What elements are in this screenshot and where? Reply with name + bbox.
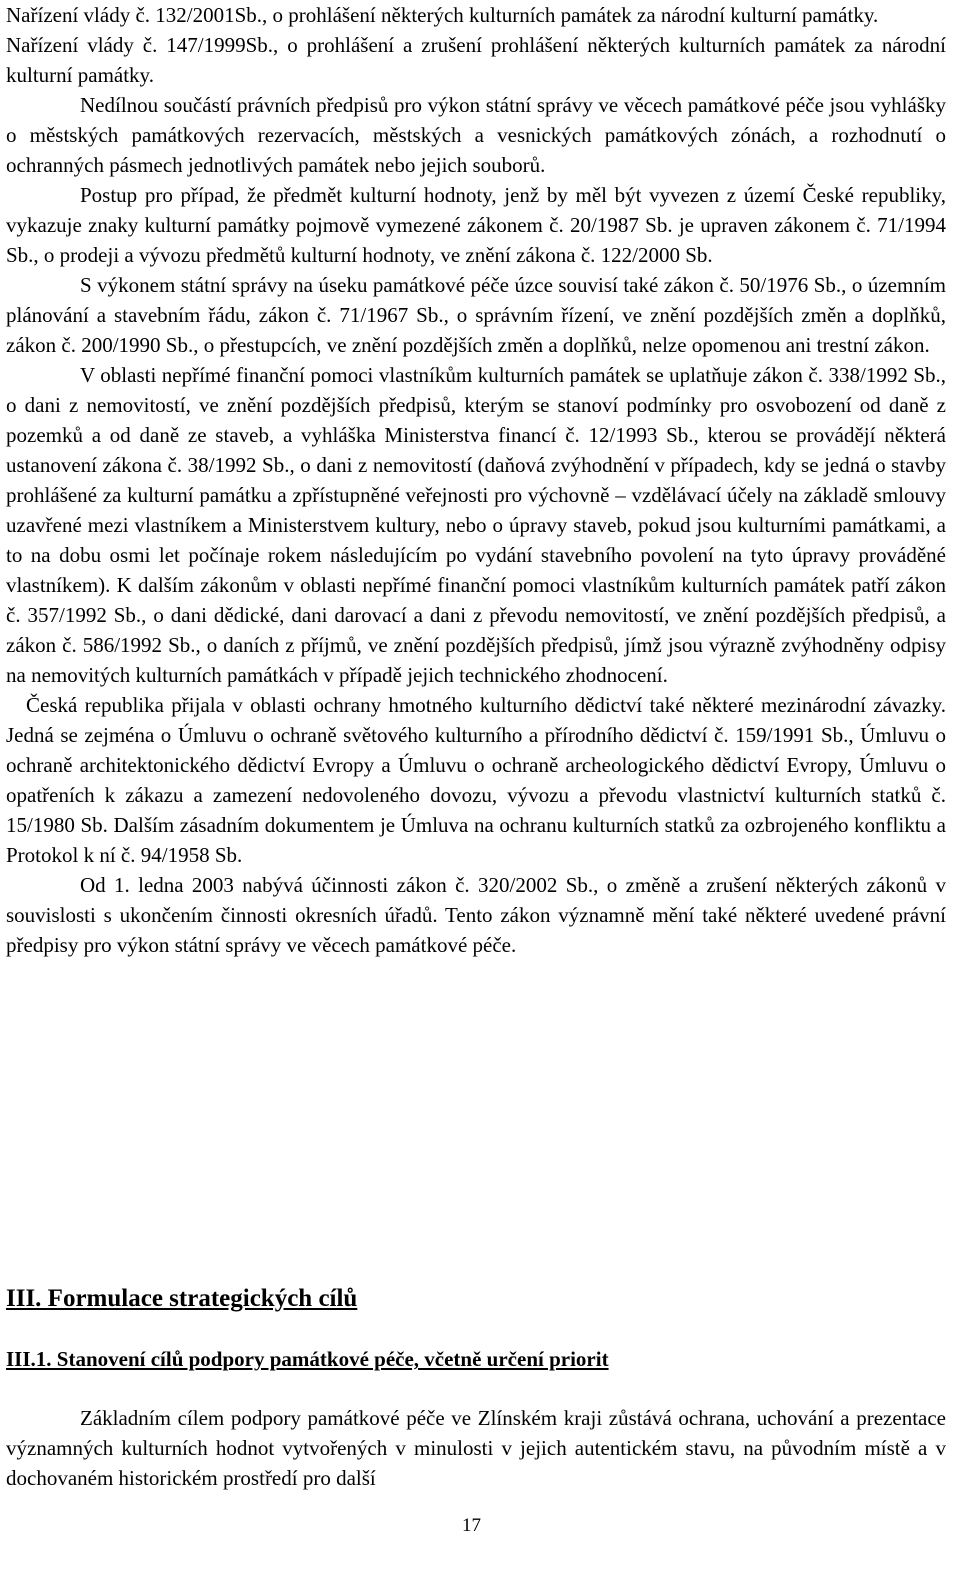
paragraph-financial-aid: V oblasti nepřímé finanční pomoci vlastníkům kulturních památek se uplatňuje zákon č. 338/1992 Sb., o dani z nemovitostí, ve znění pozdějších předpisů, kterým se stanoví podmínky pro osvobození od daně z pozemků a od daně ze staveb, a vyhláška Ministerstva financí č. 12/1993 Sb., kterou se provádějí některá ustanovení zákona č. 38/1992 Sb., o dani z nemovitostí (daňová zvýhodnění v případech, kdy se jedná o stavby prohlášené za kulturní památku a zpřístupněné veřejnosti pro výchovně – vzdělávací účely na základě smlouvy uzavřené mezi vlastníkem a Ministerstvem kultury, nebo o úpravy staveb, pokud jsou kulturními památkami, a to na dobu osmi let počínaje rokem následujícím po vydání stavebního povolení na tyto úpravy prováděné vlastníkem). K dalším zákonům v oblasti nepřímé finanční pomoci vlastníkům kulturních památek patří zákon č. 357/1992 Sb., o dani dědické, dani darovací a dani z převodu nemovitostí, ve znění pozdějších předpisů, a zákon č. 586/1992 Sb., o daních z příjmů, ve znění pozdějších předpisů, jímž jsou výrazně zvýhodněny odpisy na nemovitých kulturních památkách v případě jejich technického zhodnocení. <box>6 363 946 687</box>
paragraph-related-laws: S výkonem státní správy na úseku památkové péče úzce souvisí také zákon č. 50/1976 Sb., o územním plánování a stavebním řádu, zákon č. 71/1967 Sb., o správním řízení, ve znění pozdějších změn a doplňků, zákon č. 200/1990 Sb., o přestupcích, ve znění pozdějších změn a doplňků, nelze opomenou ani trestní zákon. <box>6 273 946 357</box>
paragraph-regulation-147: Nařízení vlády č. 147/1999Sb., o prohlášení a zrušení prohlášení některých kulturních památek za národní kulturní památky. <box>6 33 946 87</box>
paragraph-regulation-132: Nařízení vlády č. 132/2001Sb., o prohlášení některých kulturních památek za národní kulturní památky. <box>6 3 879 27</box>
paragraph-effective-2003: Od 1. ledna 2003 nabývá účinnosti zákon č. 320/2002 Sb., o změně a zrušení některých zákonů v souvislosti s ukončením činnosti okresních úřadů. Tento zákon významně mění také některé uvedené právní předpisy pro výkon státní správy ve věcech památkové péče. <box>6 873 946 957</box>
paragraph-export-procedure: Postup pro případ, že předmět kulturní hodnoty, jenž by měl být vyvezen z území České republiky, vykazuje znaky kulturní památky pojmově vymezené zákonem č. 20/1987 Sb. je upraven zákonem č. 71/1994 Sb., o prodeji a vývozu předmětů kulturní hodnoty, ve znění zákona č. 122/2000 Sb. <box>6 183 946 267</box>
paragraph-integral-part: Nedílnou součástí právních předpisů pro výkon státní správy ve věcech památkové péče jsou vyhlášky o městských památkových rezervacích, městských a vesnických památkových zónách, a rozhodnutí o ochranných pásmech jednotlivých památek nebo jejich souborů. <box>6 93 946 177</box>
page-number: 17 <box>462 1515 481 1536</box>
subsection-heading: III.1. Stanovení cílů podpory památkové péče, včetně určení priorit <box>6 1347 609 1371</box>
section-heading: III. Formulace strategických cílů <box>6 1285 358 1312</box>
paragraph-basic-goal: Základním cílem podpory památkové péče ve Zlínském kraji zůstává ochrana, uchování a prezentace významných kulturních hodnot vytvořených v minulosti v jejich autentickém stavu, na původním místě a v dochovaném historickém prostředí pro další <box>6 1406 946 1490</box>
paragraph-international: Česká republika přijala v oblasti ochrany hmotného kulturního dědictví také některé mezinárodní závazky. Jedná se zejména o Úmluvu o ochraně světového kulturního a přírodního dědictví č. 159/1991 Sb., Úmluvu o ochraně architektonického dědictví Evropy a Úmluvu o ochraně archeologického dědictví Evropy, Úmluvu o opatřeních k zákazu a zamezení nedovoleného dovozu, vývozu a převodu vlastnictví kulturních statků č. 15/1980 Sb. Dalším zásadním dokumentem je Úmluva na ochranu kulturních statků za ozbrojeného konfliktu a Protokol k ní č. 94/1958 Sb. <box>6 693 946 867</box>
